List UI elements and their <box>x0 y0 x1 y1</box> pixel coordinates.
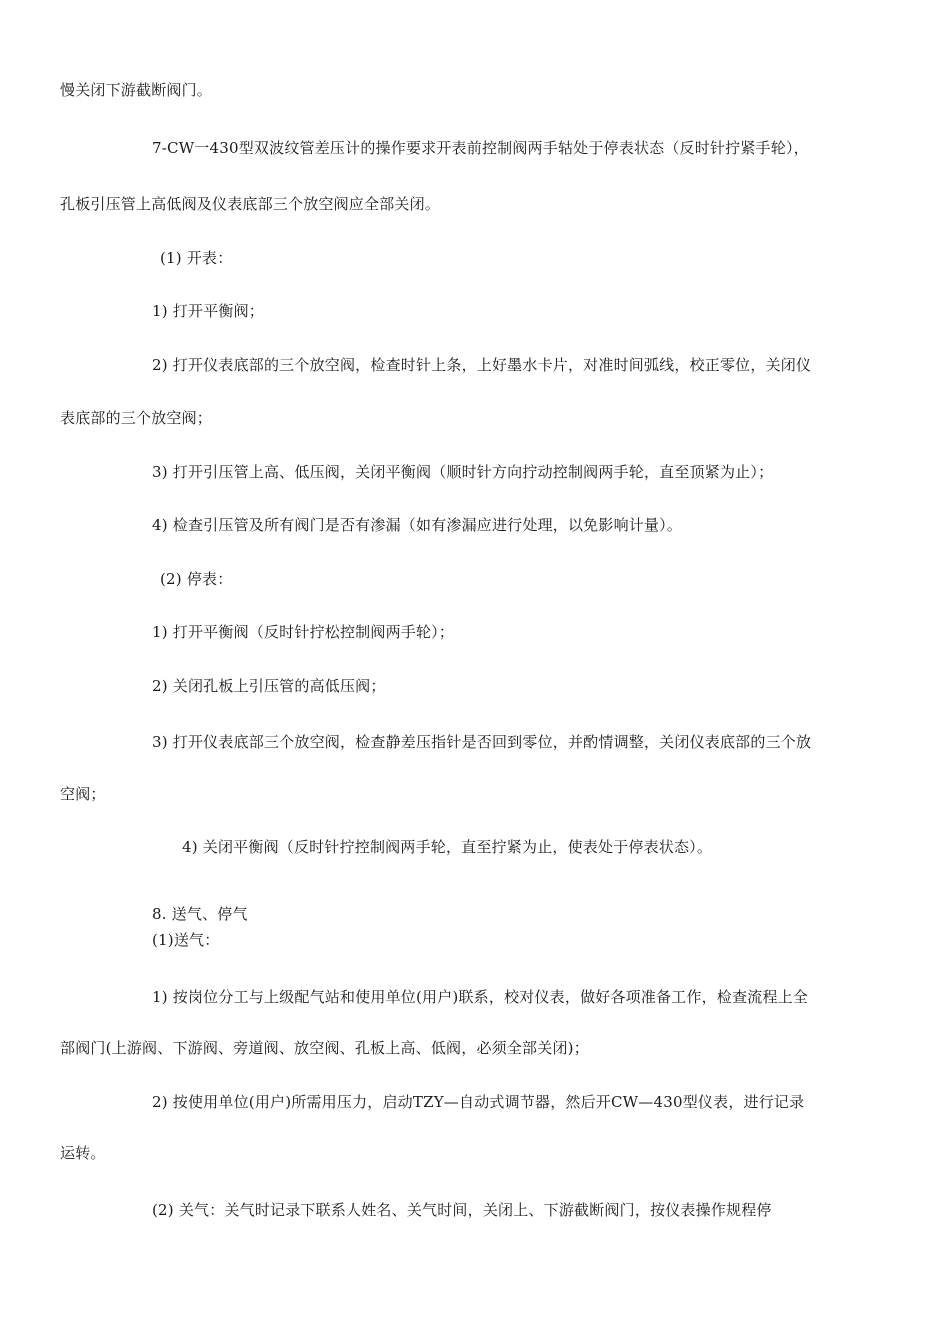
text-line: 2) 关闭孔板上引压管的高低压阀； <box>152 677 386 695</box>
text-line: 部阀门(上游阀、下游阀、旁道阀、放空阀、孔板上高、低阀，必须全部关闭)； <box>60 1039 589 1057</box>
text-line: 2) 按使用单位(用户)所需用压力，启动TZY—自动式调节器，然后开CW—430型仪表，进行记录 <box>152 1093 805 1111</box>
text-line: 8. 送气、停气 <box>152 905 248 923</box>
text-line: 空阀； <box>60 785 106 803</box>
text-line: 1) 按岗位分工与上级配气站和使用单位(用户)联系，校对仪表，做好各项准备工作，检查流程上全 <box>152 988 809 1006</box>
text-line: 1) 打开平衡阀； <box>152 302 264 320</box>
text-line: (1)送气： <box>152 931 220 949</box>
text-line: 1) 打开平衡阀（反时针拧松控制阀两手轮）； <box>152 623 455 641</box>
text-line: 7-CW一430型双波纹管差压计的操作要求开表前控制阀两手轱处于停表状态（反时针拧紧手轮）， <box>152 139 809 157</box>
text-line: (1) 开表： <box>160 249 233 267</box>
text-line: 表底部的三个放空阀； <box>60 409 213 427</box>
text-line: 2) 打开仪表底部的三个放空阀，检查时针上条，上好墨水卡片，对准时间弧线，校正零位，关闭仪 <box>152 356 812 374</box>
text-line: (2) 停表： <box>160 570 233 588</box>
text-line: 4) 关闭平衡阀（反时针拧控制阀两手轮，直至拧紧为止，使表处于停表状态）。 <box>182 838 713 856</box>
text-line: 慢关闭下游截断阀门。 <box>60 81 213 99</box>
text-line: 运转。 <box>60 1144 106 1162</box>
text-line: 孔板引压管上高低阀及仪表底部三个放空阀应全部关闭。 <box>60 195 441 213</box>
text-line: 4) 检查引压管及所有阀门是否有渗漏（如有渗漏应进行处理，以免影响计量）。 <box>152 516 683 534</box>
text-line: (2) 关气：关气时记录下联系人姓名、关气时间，关闭上、下游截断阀门，按仪表操作规程停 <box>152 1201 772 1219</box>
text-line: 3) 打开引压管上高、低压阀，关闭平衡阀（顺时针方向拧动控制阀两手轮，直至顶紧为止）； <box>152 463 774 481</box>
text-line: 3) 打开仪表底部三个放空阀，检查静差压指针是否回到零位，并酌情调整，关闭仪表底部的三个放 <box>152 733 812 751</box>
